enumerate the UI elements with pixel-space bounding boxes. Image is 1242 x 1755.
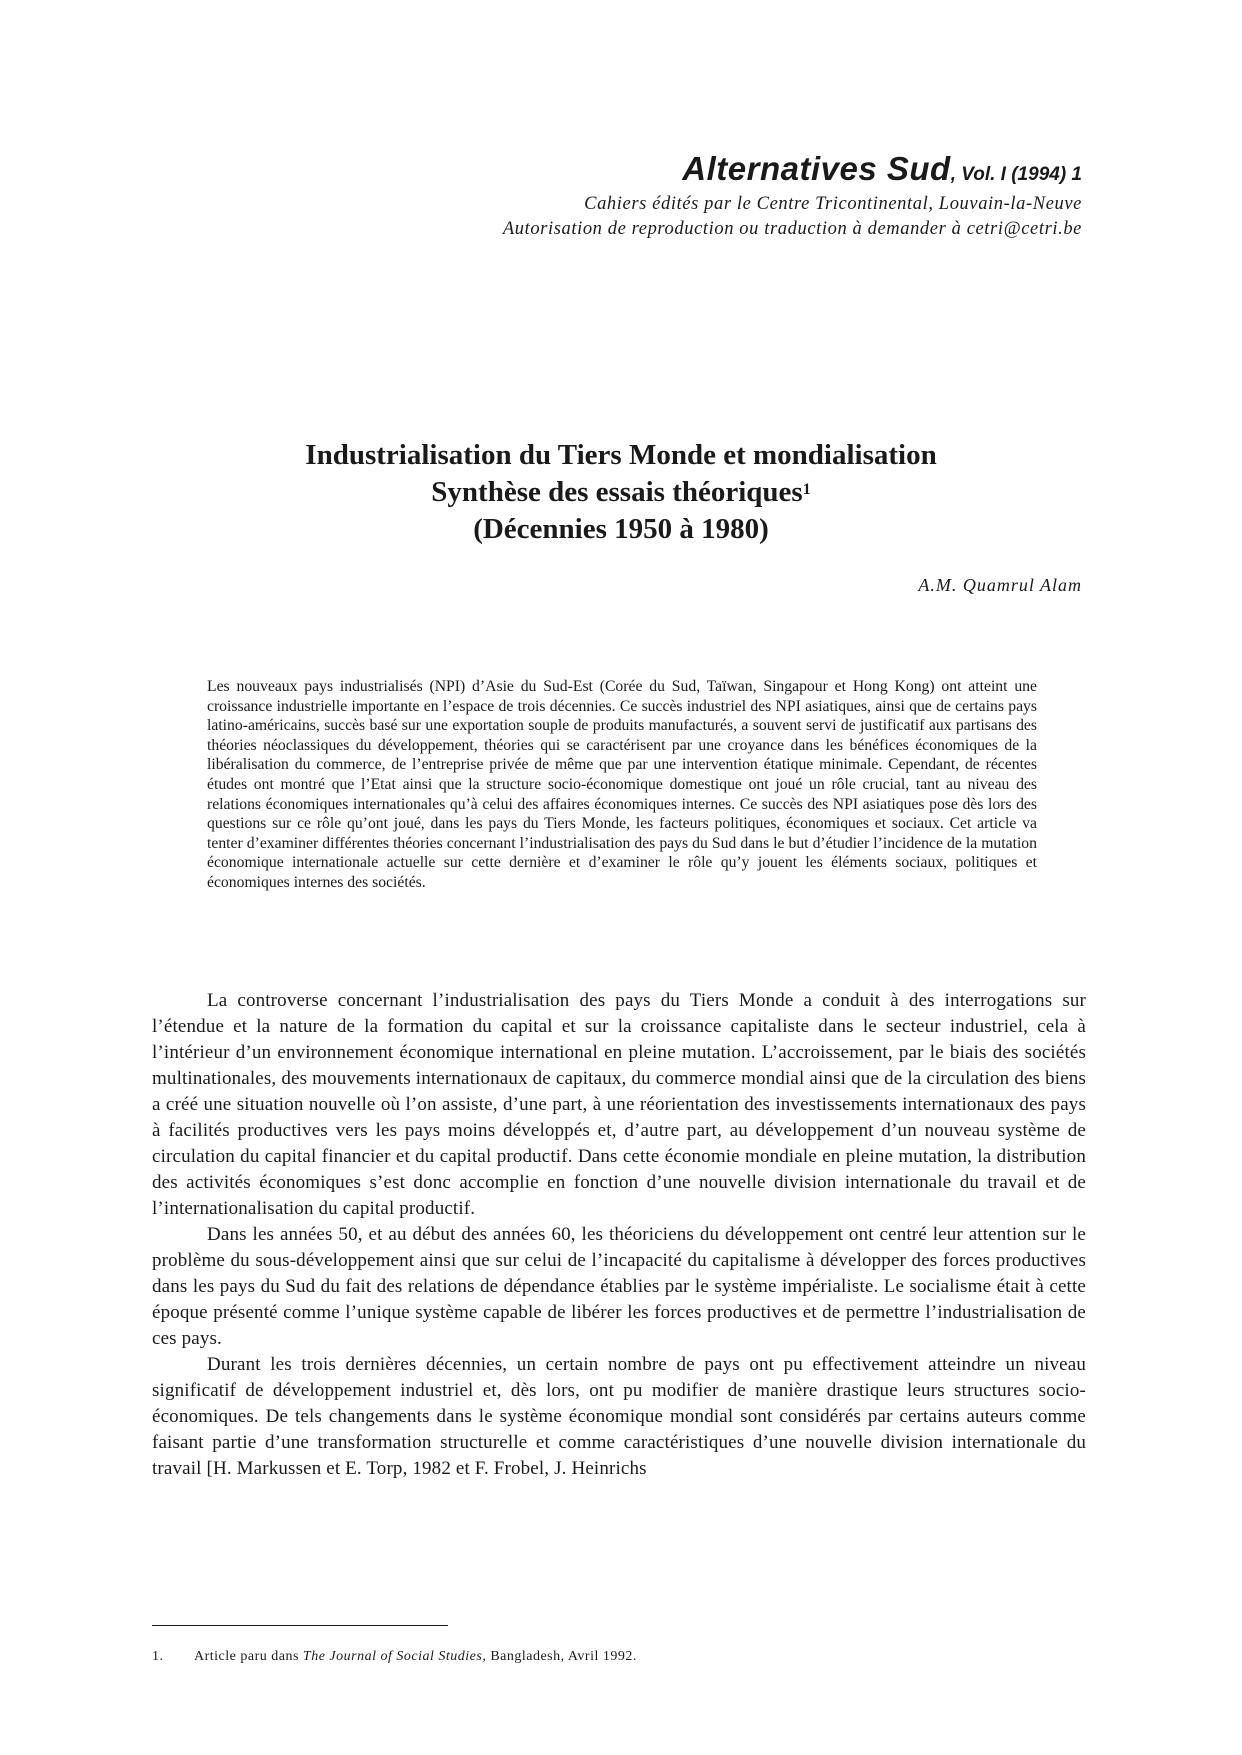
author-name: A.M. Quamrul Alam: [918, 575, 1082, 595]
title-line-2-text: Synthèse des essais théoriques: [431, 476, 803, 508]
footnote-prefix: Article paru dans: [194, 1649, 303, 1664]
title-line-2: [0, 474, 1242, 511]
journal-name: Alternatives Sud: [682, 150, 951, 187]
journal-title-line: [503, 150, 1082, 188]
article-title: [0, 437, 1242, 548]
title-line-3: (Décennies 1950 à 1980): [473, 513, 769, 545]
body-paragraph-1: La controverse concernant l’industrialisation des pays du Tiers Monde a conduit à des interrogations sur l’étendue et la nature de la formation du capital et sur la croissance capitaliste dans le secteur industriel, cela à l’intérieur d’un environnement économique international en pleine mutation. L’accroissement, par le biais des sociétés multinationales, des mouvements internationaux de capitaux, du commerce mondial ainsi que de la circulation des biens a créé une situation nouvelle où l’on assiste, d’une part, à une réorientation des investissements internationaux des pays à facilités productives vers les pays moins développés et, d’autre part, au développement d’un nouveau système de circulation du capital financier et du capital productif. Dans cette économie mondiale en pleine mutation, la distribution des activités économiques s’est donc accomplie en fonction d’une nouvelle division internationale du travail et de l’internationalisation du capital productif.: [152, 990, 1086, 1219]
footnote-number: 1.: [152, 1649, 164, 1664]
footnote-journal: The Journal of Social Studies: [302, 1649, 483, 1664]
journal-header: [503, 150, 1082, 242]
footnote-suffix: , Bangladesh, Avril 1992.: [482, 1649, 637, 1664]
publisher-line: Cahiers édités par le Centre Tricontinental, Louvain-la-Neuve: [584, 194, 1082, 214]
body-text: [152, 988, 1086, 1482]
title-footnote-ref[interactable]: 1: [802, 481, 811, 498]
footnote: [152, 1649, 637, 1665]
permission-line: Autorisation de reproduction ou traduction à demander à cetri@cetri.be: [502, 219, 1082, 239]
abstract: Les nouveaux pays industrialisés (NPI) d’Asie du Sud-Est (Corée du Sud, Taïwan, Singapour et Hong Kong) ont atteint une croissance industrielle importante en l’espace de trois décennies. Ce succès industriel des NPI asiatiques, ainsi que de certains pays latino-américains, succès basé sur une exportation souple de produits manufacturés, a souvent servi de justificatif aux partisans des théories néoclassiques du développement, théories qui se caractérisent par une croyance dans les bénéfices économiques de la libéralisation du commerce, de l’entreprise privée de même que par une intervention étatique minimale. Cependant, de récentes études ont montré que l’Etat ainsi que la structure socio-économique domestique ont joué un rôle crucial, tant au niveau des relations économiques internationales qu’à celui des affaires économiques internes. Ce succès des NPI asiatiques pose dès lors des questions sur ce rôle qu’ont joué, dans les pays du Tiers Monde, les facteurs politiques, économiques et sociaux. Cet article va tenter d’examiner différentes théories concernant l’industrialisation des pays du Sud dans le but d’étudier l’incidence de la mutation économique internationale actuelle sur cette dernière et d’examiner le rôle qu’y jouent les éléments sociaux, politiques et économiques internes des sociétés.: [207, 678, 1037, 891]
body-paragraph-3: Durant les trois dernières décennies, un certain nombre de pays ont pu effectivement atteindre un niveau significatif de développement industriel et, dès lors, ont pu modifier de manière drastique leurs structures socio-économiques. De tels changements dans le système économique mondial sont considérés par certains auteurs comme faisant partie d’une transformation structurelle et comme caractéristiques d’une nouvelle division internationale du travail [H. Markussen et E. Torp, 1982 et F. Frobel, J. Heinrichs: [152, 1354, 1086, 1479]
journal-volume: , Vol. I (1994) 1: [950, 164, 1082, 185]
body-paragraph-2: Dans les années 50, et au début des années 60, les théoriciens du développement ont centré leur attention sur le problème du sous-développement ainsi que sur celui de l’incapacité du capitalisme à développer des forces productives dans les pays du Sud du fait des relations de dépendance établies par le système impérialiste. Le socialisme était à cette époque présenté comme l’unique système capable de libérer les forces productives et de permettre l’industrialisation de ces pays.: [152, 1224, 1086, 1349]
footnote-divider: [152, 1625, 448, 1626]
title-line-1: Industrialisation du Tiers Monde et mondialisation: [305, 439, 937, 471]
